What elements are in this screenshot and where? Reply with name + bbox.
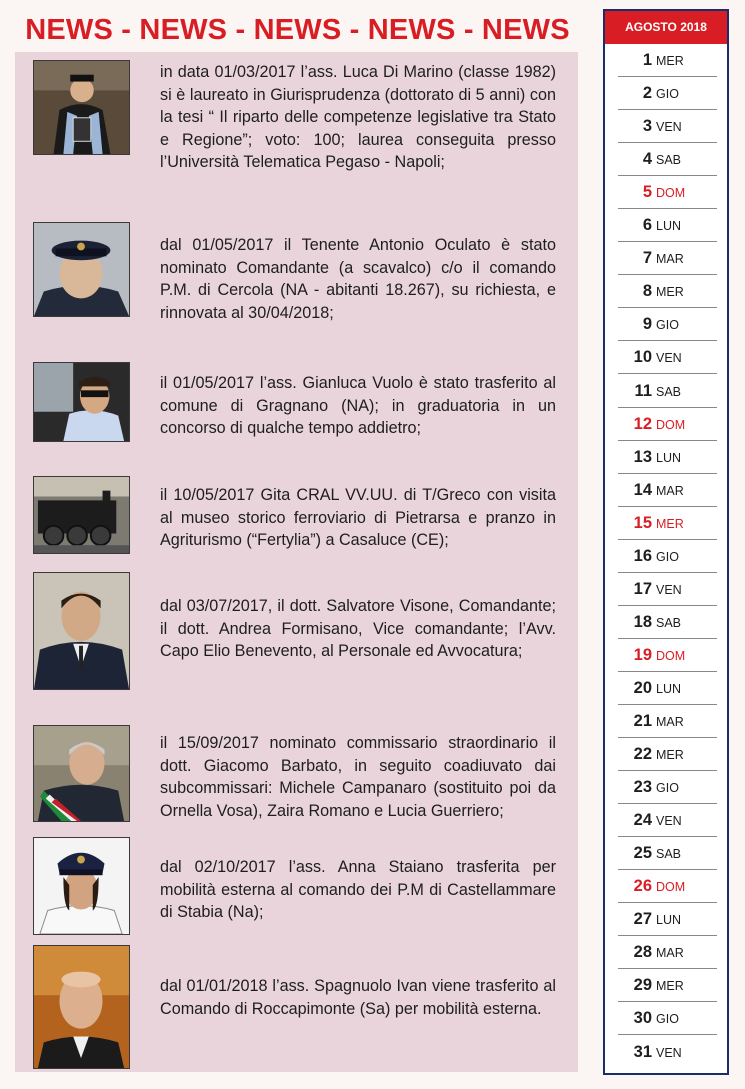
day-weekday: GIO [656, 87, 679, 102]
calendar-day [605, 1036, 727, 1069]
ivan-photo [33, 945, 130, 1069]
calendar-day [605, 275, 727, 308]
train-photo [33, 476, 130, 554]
calendar-day [605, 176, 727, 209]
calendar-day [605, 1002, 727, 1035]
calendar-day [605, 341, 727, 374]
day-number: 22 [633, 745, 652, 764]
calendar-day [605, 804, 727, 837]
day-number: 5 [642, 183, 652, 202]
day-number: 19 [633, 645, 652, 664]
day-number: 10 [633, 348, 652, 367]
day-weekday: DOM [656, 186, 686, 201]
day-weekday: VEN [656, 351, 682, 366]
day-number: 20 [633, 678, 652, 697]
day-number: 16 [633, 546, 652, 565]
day-number: 26 [633, 877, 652, 896]
calendar-day [605, 837, 727, 870]
calendar-day [605, 77, 727, 110]
day-weekday: VEN [656, 582, 682, 597]
calendar-day [605, 308, 727, 341]
day-number: 4 [642, 150, 652, 169]
day-weekday: MAR [656, 946, 684, 961]
day-weekday: DOM [656, 648, 686, 663]
day-weekday: LUN [656, 913, 682, 928]
news-text: dal 01/05/2017 il Tenente Antonio Oculato è stato nominato Comandante (a scavalco) c/o il comando P.M. di Cercola (NA - abitanti 18.267), su richiesta, e rinnovata al 30/04/2018; [160, 236, 556, 322]
day-weekday: SAB [656, 153, 682, 168]
day-number: 13 [633, 447, 652, 466]
day-weekday: GIO [656, 1012, 679, 1027]
calendar-day [605, 507, 727, 540]
day-number: 31 [633, 1042, 652, 1061]
day-weekday: MAR [656, 252, 684, 267]
day-number: 7 [642, 249, 652, 268]
commander-photo [33, 572, 130, 690]
news-headline: NEWS - NEWS - NEWS - NEWS - NEWS [25, 14, 570, 46]
calendar-day [605, 738, 727, 771]
day-number: 29 [633, 976, 652, 995]
calendar [603, 9, 729, 1075]
day-number: 18 [633, 612, 652, 631]
day-weekday: MER [656, 516, 684, 531]
news-text: il 10/05/2017 Gita CRAL VV.UU. di T/Greco con visita al museo storico ferroviario di Pietrarsa e pranzo in Agriturismo (“Fertylia”) a Casaluce (CE); [160, 486, 556, 549]
day-weekday: VEN [656, 814, 682, 829]
day-number: 30 [633, 1009, 652, 1028]
day-number: 17 [633, 579, 652, 598]
calendar-day [605, 870, 727, 903]
calendar-day [605, 540, 727, 573]
officer-photo [33, 222, 130, 317]
day-weekday: SAB [656, 384, 682, 399]
day-weekday: MER [656, 979, 684, 994]
day-weekday: VEN [656, 120, 682, 135]
calendar-day [605, 705, 727, 738]
day-weekday: MER [656, 54, 684, 68]
calendar-day [605, 672, 727, 705]
calendar-day [605, 903, 727, 936]
news-text: il 15/09/2017 nominato commissario straordinario il dott. Giacomo Barbato, in seguito coadiuvato dai subcommissari: Michele Campanaro (sostituito poi da Ornella Vosa), Zaira Romano e Lucia Guerriero; [160, 734, 556, 820]
policewoman-photo [33, 837, 130, 935]
day-number: 8 [642, 282, 652, 301]
day-number: 9 [642, 315, 652, 334]
day-number: 24 [633, 811, 652, 830]
day-number: 21 [633, 712, 652, 730]
calendar-day [605, 143, 727, 176]
calendar-day [605, 573, 727, 606]
calendar-title: AGOSTO 2018 [605, 11, 727, 44]
calendar-day [605, 606, 727, 639]
day-weekday: MER [656, 285, 684, 300]
day-number: 28 [633, 943, 652, 962]
calendar-day [605, 969, 727, 1002]
day-weekday: DOM [656, 417, 686, 432]
day-number: 23 [633, 778, 652, 797]
calendar-day [605, 408, 727, 441]
day-number: 6 [642, 216, 652, 235]
calendar-day [605, 639, 727, 672]
news-text: il 01/05/2017 l’ass. Gianluca Vuolo è stato trasferito al comune di Gragnano (NA); in graduatoria in un concorso di qualche tempo addietro; [160, 374, 556, 437]
calendar-day [605, 441, 727, 474]
day-number: 3 [642, 117, 652, 136]
calendar-day [605, 771, 727, 804]
news-text: dal 01/01/2018 l’ass. Spagnuolo Ivan viene trasferito al Comando di Roccapimonte (Sa) per mobilità esterna. [160, 977, 556, 1018]
day-weekday: MAR [656, 483, 684, 498]
calendar-day [605, 936, 727, 969]
day-weekday: SAB [656, 847, 682, 862]
day-number: 14 [633, 480, 652, 499]
day-number: 1 [642, 51, 652, 69]
day-weekday: GIO [656, 318, 679, 333]
news-text: dal 02/10/2017 l’ass. Anna Staiano trasferita per mobilità esterna al comando dei P.M di Castellammare di Stabia (Na); [160, 858, 556, 921]
news-panel [15, 52, 578, 1072]
day-number: 25 [633, 844, 652, 863]
calendar-day [605, 375, 727, 408]
day-weekday: GIO [656, 781, 679, 796]
day-weekday: MAR [656, 715, 684, 729]
calendar-day [605, 110, 727, 143]
day-weekday: GIO [656, 549, 679, 564]
commissioner-photo [33, 725, 130, 822]
day-weekday: LUN [656, 450, 682, 465]
day-weekday: DOM [656, 880, 686, 895]
graduate-photo [33, 60, 130, 155]
calendar-day [605, 242, 727, 275]
news-text: in data 01/03/2017 l’ass. Luca Di Marino (classe 1982) si è laureato in Giurisprudenza (dottorato di 5 anni) con la tesi “ Il riparto delle competenze legislative tra Stato e Regione”; voto: 100; laurea conseguita presso l’Università Telematica Pegaso - Napoli; [160, 63, 556, 171]
day-number: 2 [642, 84, 652, 103]
day-weekday: VEN [656, 1045, 682, 1060]
driver-photo [33, 362, 130, 442]
day-number: 15 [633, 513, 652, 532]
day-weekday: LUN [656, 219, 682, 234]
calendar-day [605, 474, 727, 507]
day-weekday: LUN [656, 681, 682, 696]
day-number: 27 [633, 910, 652, 929]
day-weekday: MER [656, 748, 684, 763]
day-weekday: SAB [656, 615, 682, 630]
calendar-day [605, 209, 727, 242]
day-number: 11 [634, 381, 652, 400]
day-number: 12 [633, 414, 652, 433]
calendar-day [605, 44, 727, 77]
news-text: dal 03/07/2017, il dott. Salvatore Visone, Comandante; il dott. Andrea Formisano, Vice comandante; l’Avv. Capo Elio Benevento, al Personale ed Avvocatura; [160, 597, 556, 660]
